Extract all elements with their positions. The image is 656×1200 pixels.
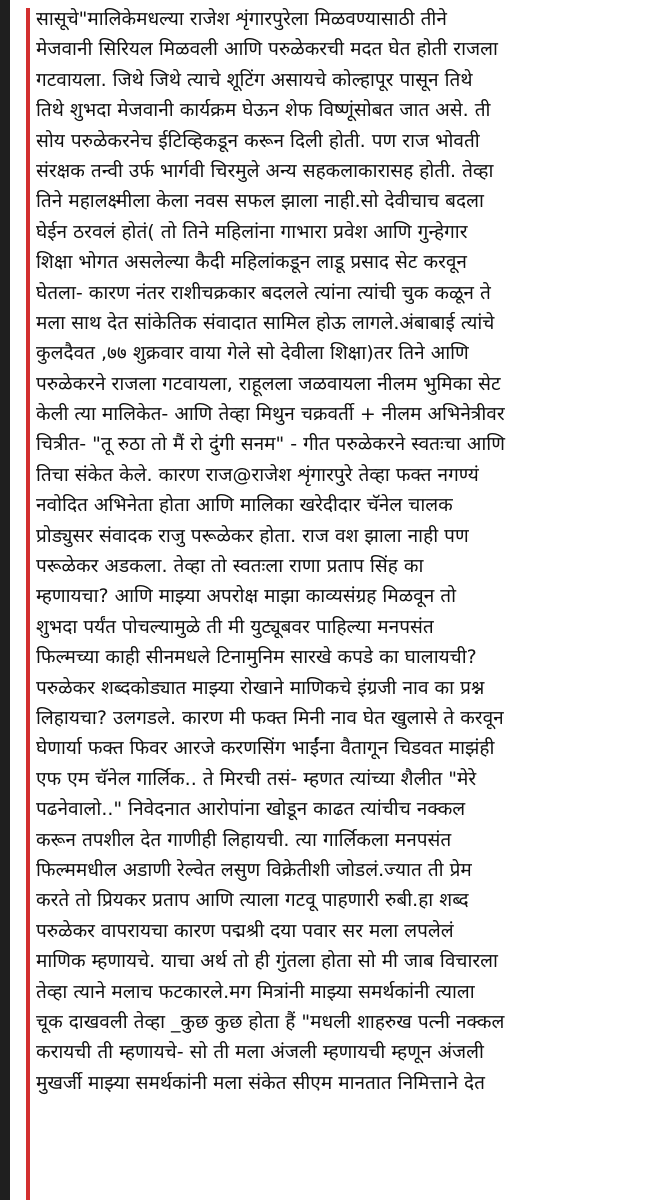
text-line: करायची ती म्हणायचे- सो ती मला अंजली म्हणायची म्हणून अंजली [36, 1041, 484, 1064]
text-line: परूळेकर अडकला. तेव्हा तो स्वतःला राणा प्रताप सिंह का [36, 555, 424, 578]
text-line: मेजवानी सिरियल मिळवली आणि परुळेकरची मदत घेत होती राजला [36, 38, 498, 61]
text-line: म्हणायचा? आणि माझ्या अपरोक्ष माझा काव्यसंग्रह मिळवून तो [36, 585, 457, 608]
text-line: केली त्या मालिकेत- आणि तेव्हा मिथुन चक्रवर्ती + नीलम अभिनेत्रीवर [36, 403, 505, 426]
document-text [36, 4, 654, 1098]
text-line: तिथे शुभदा मेजवानी कार्यक्रम घेऊन शेफ विष्णूंसोबत जात असे. ती [36, 99, 491, 122]
text-line: फिल्मच्या काही सीनमधले टिनामुनिम सारखे कपडे का घालायची? [36, 646, 477, 669]
text-line: लिहायचा? उलगडले. कारण मी फक्त मिनी नाव घेत खुलासे ते करवून [36, 706, 504, 729]
text-line: घेतला- कारण नंतर राशीचक्रकार बदलले त्यांना त्यांची चुक कळून ते [36, 281, 491, 304]
text-line: सोय परुळेकरनेच ईटिव्हिकडून करून दिली होती. पण राज भोवती [36, 129, 480, 152]
text-line: तिचा संकेत केले. कारण राज@राजेश शृंगारपुरे तेव्हा फक्त नगण्यं [36, 463, 479, 486]
text-line: मला साथ देत सांकेतिक संवादात सामिल होऊ लागले.अंबाबाई त्यांचे [36, 311, 495, 334]
text-line: तेव्हा त्याने मलाच फटकारले.मग मित्रांनी माझ्या समर्थकांनी त्याला [36, 980, 475, 1003]
document-page [10, 0, 656, 1200]
text-line: मुखर्जी माझ्या समर्थकांनी मला संकेत सीएम मानतात निमित्ताने देत [36, 1071, 485, 1094]
text-line: परुळेकर शब्दकोड्यात माझ्या रोखाने माणिकचे इंग्रजी नाव का प्रश्न [36, 676, 485, 699]
text-line: करते तो प्रियकर प्रताप आणि त्याला गटवू पाहणारी रुबी.हा शब्द [36, 889, 469, 912]
text-line: परुळेकरने राजला गटवायला, राहूलला जळवायला नीलम भुमिका सेट [36, 372, 501, 395]
text-line: एफ एम चॅनेल गार्लिक.. ते मिरची तसं- म्हणत त्यांच्या शैलीत "मेरे [36, 767, 477, 790]
text-line: सासूचे"मालिकेमधल्या राजेश शृंगारपुरेला मिळवण्यासाठी तीने [36, 8, 447, 30]
text-line: शुभदा पर्यंत पोचल्यामुळे ती मी युट्यूबवर पाहिल्या मनपसंत [36, 615, 434, 638]
text-line: करून तपशील देत गाणीही लिहायची. त्या गार्लिकला मनपसंत [36, 828, 452, 851]
text-line: तिने महालक्ष्मीला केला नवस सफल झाला नाही.सो देवीचाच बदला [36, 190, 484, 213]
text-line: पढनेवालो.." निवेदनात आरोपांना खोडून काढत त्यांचीच नक्कल [36, 798, 466, 821]
left-margin-rule [26, 8, 30, 1200]
text-line: चूक दाखवली तेव्हा _कुछ कुछ होता हैं "मधली शाहरुख पत्नी नक्कल [36, 1010, 505, 1033]
text-line: प्रोड्युसर संवादक राजु परूळेकर होता. राज वश झाला नाही पण [36, 524, 469, 547]
text-line: घेईन ठरवलं होतं( तो तिने महिलांना गाभारा प्रवेश आणि गुन्हेगार [36, 220, 468, 243]
text-line: कुलदैवत ,७७ शुक्रवार वाया गेले सो देवीला शिक्षा)तर तिने आणि [36, 342, 469, 365]
text-line: चित्रीत- "तू रुठा तो मैं रो दुंगी सनम" - गीत परुळेकरने स्वतःचा आणि [36, 433, 505, 456]
text-line: नवोदित अभिनेता होता आणि मालिका खरेदीदार चॅनेल चालक [36, 494, 453, 517]
text-line: परुळेकर वापरायचा कारण पद्मश्री दया पवार सर मला लपलेलं [36, 919, 454, 942]
text-line: फिल्ममधील अडाणी रेल्वेत लसुण विक्रेतीशी जोडलं.ज्यात ती प्रेम [36, 858, 472, 881]
text-line: माणिक म्हणायचे. याचा अर्थ तो ही गुंतला होता सो मी जाब विचारला [36, 950, 498, 973]
text-line: घेणार्या फक्त फिवर आरजे करणसिंग भाईंना वैतागून चिडवत माझंही [36, 737, 495, 760]
text-line: शिक्षा भोगत असलेल्या कैदी महिलांकडून लाडू प्रसाद सेट करवून [36, 251, 467, 274]
text-line: गटवायला. जिथे जिथे त्याचे शूटिंग असायचे कोल्हापूर पासून तिथे [36, 68, 473, 91]
text-line: संरक्षक तन्वी उर्फ भार्गवी चिरमुले अन्य सहकलाकारासह होती. तेव्हा [36, 159, 494, 182]
